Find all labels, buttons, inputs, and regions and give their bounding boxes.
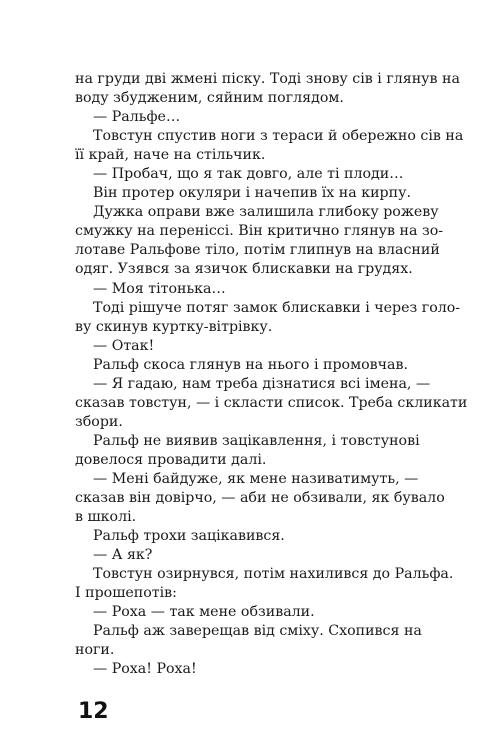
text-line: — Роха! Роха! — [93, 661, 197, 678]
text-line: Ральф скоса глянув на нього і промовчав. — [93, 356, 408, 373]
text-line: Він протер окуляри і начепив їх на кирпу. — [93, 185, 411, 202]
text-line: Ральф не виявив зацікавлення, і товстунові — [93, 432, 420, 449]
text-line: лотаве Ральфове тіло, потім глипнув на власний — [75, 242, 440, 259]
text-line: Тоді рішуче потяг замок блискавки і через голо- — [93, 299, 461, 316]
text-line: її край, наче на стільчик. — [75, 147, 266, 164]
text-line: довелося провадити далі. — [75, 451, 267, 468]
text-line: Дужка оправи вже залишила глибоку рожеву — [93, 204, 439, 221]
text-line: на груди дві жмені піску. Тоді знову сів і глянув на — [75, 71, 460, 87]
text-line: — Мені байдуже, як мене називатимуть, — — [93, 470, 419, 487]
text-line: Товстун озирнувся, потім нахилився до Ральфа. — [93, 566, 454, 583]
text-line: — Роха — так мене обзивали. — [93, 604, 315, 621]
text-line: — Моя тітонька… — [93, 280, 226, 297]
text-line: — А як? — [93, 547, 153, 564]
text-line: сказав він довірчо, — аби не обзивали, як бувало — [75, 490, 445, 507]
text-line: — Пробач, що я так довго, але ті плоди… — [93, 166, 404, 183]
text-line: одяг. Узявся за язичок блискавки на грудях. — [75, 261, 413, 278]
page-body-text — [75, 70, 468, 680]
text-line: в школі. — [75, 509, 137, 526]
text-line: — Я гадаю, нам треба дізнатися всі імена, — — [93, 375, 431, 392]
text-line: сказав товстун, — і скласти список. Треба скликати — [75, 394, 468, 411]
text-line: І прошепотів: — [75, 585, 177, 602]
page-number: 12 — [78, 699, 109, 724]
text-line: — Отак! — [93, 337, 155, 354]
text-line: Ральф аж заверещав від сміху. Схопився на — [93, 623, 422, 640]
text-line: ноги. — [75, 642, 115, 659]
text-line: воду збудженим, сяйним поглядом. — [75, 90, 344, 107]
text-line: збори. — [75, 413, 123, 430]
text-line: ву скинув куртку-вітрівку. — [75, 318, 273, 335]
text-line: Товстун спустив ноги з тераси й обережно сів на — [93, 128, 464, 145]
text-line: смужку на переніссі. Він критично глянув на зо- — [75, 223, 444, 240]
text-line: — Ральфе… — [93, 109, 181, 126]
text-line: Ральф трохи зацікавився. — [93, 528, 285, 545]
